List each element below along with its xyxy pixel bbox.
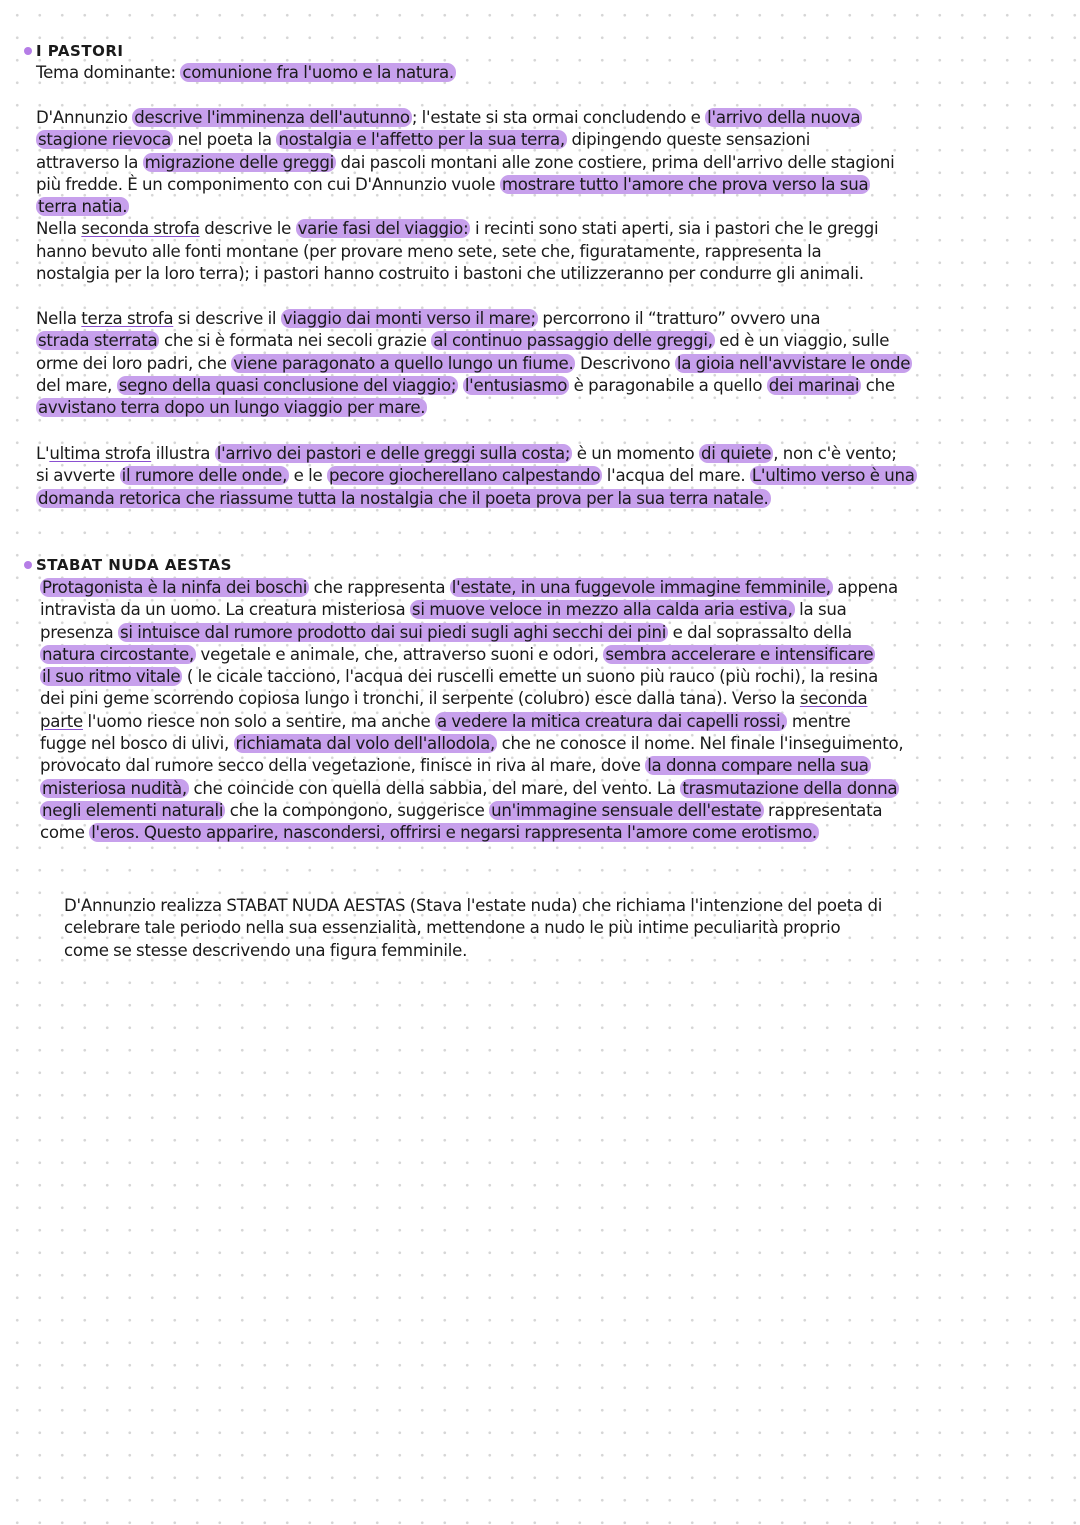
highlighted-text: l'arrivo della nuova [707,108,861,127]
highlighted-text: natura circostante, [42,644,195,664]
highlighted-text: avvistano terra dopo un lungo viaggio per mare. [38,398,426,418]
highlighted-text: descrive l'imminenza dell'autunno [134,108,410,127]
text-line [40,622,903,644]
highlighted-text: varie fasi del viaggio: [297,219,469,239]
text-segment: si avverte [36,466,120,486]
text-segment: è un momento [572,444,699,463]
text-segment: hanno bevuto alle fonti montane (per provare meno sete, sete che, figuratamente, rappresenta la [36,241,822,261]
text-line [36,218,895,240]
bullet-icon [24,47,32,55]
underlined-text: seconda strofa [81,219,200,239]
text-line [36,488,917,510]
underlined-text: terza strofa [81,309,174,328]
highlighted-text: pecore giocherellano calpestando [328,466,601,486]
stabat-paragraph-1 [40,577,903,845]
underlined-text: parte [40,711,83,731]
text-line [64,940,882,962]
text-line [36,107,895,129]
highlighted-text: l'arrivo dei pastori e delle greggi sulla costa; [216,444,571,463]
highlighted-text: misteriosa nudità, [42,778,187,798]
text-segment: più fredde. È un componimento con cui D'Annunzio vuole [36,174,500,194]
section-title-text: STABAT NUDA AESTAS [36,556,232,574]
text-segment: dipingendo queste sensazioni [566,130,811,150]
text-line [40,755,903,777]
highlighted-text: viaggio dai monti verso il mare; [282,309,536,328]
highlighted-text: mostrare tutto l'amore che prova verso la sua [501,174,869,194]
text-segment: presenza [40,622,118,642]
text-line [40,800,903,822]
text-segment: l'uomo riesce non solo a sentire, ma anche [83,711,435,731]
highlighted-text: nostalgia e l'affetto per la sua terra, [278,130,565,150]
text-segment: D'Annunzio [36,108,133,127]
theme-line [36,62,456,84]
text-segment: come se stesse descrivendo una figura femminile. [64,940,468,960]
text-line [40,577,903,599]
text-line [40,733,903,755]
section-title-stabat [24,556,232,574]
highlighted-text: la donna compare nella sua [647,756,869,776]
highlighted-text: a vedere la mitica creatura dai capelli rossi, [436,711,786,731]
highlighted-text: dei marinai [768,375,860,395]
text-segment: dei pini geme scorrendo copiosa lungo i tronchi, il serpente (colubro) esce dalla tana). Verso la [40,689,800,709]
text-segment: , non c'è vento; [773,444,897,463]
text-segment: ( le cicale tacciono, l'acqua dei ruscelli emette un suono più rauco (più rochi), la resina [182,667,879,687]
text-line [36,129,895,151]
text-segment: Nella [36,219,82,239]
highlighted-text: migrazione delle greggi [144,152,335,172]
pastori-paragraph-1 [36,107,895,285]
highlighted-text: strada sterrata [38,331,158,351]
text-line [64,917,882,939]
text-line [40,778,903,800]
text-segment: descrive le [199,219,296,239]
text-line [40,688,903,710]
text-segment: e le [289,466,327,486]
highlighted-text: trasmutazione della donna [682,778,898,798]
text-segment: che rappresenta [309,578,450,597]
text-segment: orme dei loro padri, che [36,353,232,373]
text-line [36,174,895,196]
underlined-text: ultima strofa [49,444,152,463]
highlighted-text: si muove veloce in mezzo alla calda aria estiva, [411,600,793,620]
text-segment: celebrare tale periodo nella sua essenzialità, mettendone a nudo le più intime peculiarità proprio [64,918,841,938]
text-line [36,263,895,285]
text-segment: percorrono il “tratturo” ovvero una [537,309,821,328]
text-segment: nostalgia per la loro terra); i pastori hanno costruito i bastoni che utilizzeranno per condurre gli animali. [36,264,864,284]
highlighted-text: il suo ritmo vitale [42,667,181,687]
highlighted-text: l'entusiasmo [464,375,568,395]
text-segment: che [861,375,895,395]
text-line [36,152,895,174]
text-segment: ; l'estate si sta ormai concludendo e [411,108,706,127]
text-line [40,822,903,844]
text-segment: appena [832,578,898,597]
highlighted-text: L'ultimo verso è una [751,466,915,486]
stabat-paragraph-2 [64,895,882,962]
text-segment: dai pascoli montani alle zone costiere, prima dell'arrivo delle stagioni [336,152,895,172]
text-line [36,308,912,330]
highlighted-text: l'estate, in una fuggevole immagine femminile, [451,578,831,597]
text-segment: Nella [36,309,82,328]
text-line [36,375,912,397]
text-line [40,666,903,688]
text-line [36,443,917,465]
text-segment: vegetale e animale, che, attraverso suoni e odori, [196,644,604,664]
highlighted-text: richiamata dal volo dell'allodola, [235,734,496,754]
section-title-pastori [24,42,123,60]
text-segment: che la compongono, suggerisce [225,800,490,820]
text-segment: ed è un viaggio, sulle [714,331,890,351]
text-segment: l'acqua del mare. [602,466,750,486]
text-segment: e dal soprassalto della [668,622,852,642]
text-segment: i recinti sono stati aperti, sia i pastori che le greggi [470,219,879,239]
highlighted-text: di quiete [700,444,772,463]
text-line [36,397,912,419]
text-segment: Descrivono [575,353,675,373]
theme-value: comunione fra l'uomo e la natura. [182,63,454,82]
section-title-text: I PASTORI [36,42,124,60]
highlighted-text: stagione rievoca [38,130,172,150]
text-segment: D'Annunzio realizza STABAT NUDA AESTAS (Stava l'estate nuda) che richiama l'intenzione del poeta di [64,896,883,915]
text-line [40,711,903,733]
text-segment: che ne conosce il nome. Nel finale l'inseguimento, [497,734,904,754]
highlighted-text: segno della quasi conclusione del viaggio; [118,375,457,395]
text-segment: intravista da un uomo. La creatura misteriosa [40,600,410,620]
underlined-text: seconda [799,689,868,709]
text-segment: è paragonabile a quello [569,375,767,395]
pastori-paragraph-3 [36,443,917,510]
text-segment: che si è formata nei secoli grazie [159,331,432,351]
text-segment: del mare, [36,375,117,395]
text-segment: mentre [787,711,851,731]
text-segment: come [40,823,90,843]
pastori-paragraph-2 [36,308,912,419]
text-segment: illustra [151,444,215,463]
highlighted-text: la gioia nell'avvistare le onde [676,353,911,373]
text-line [36,353,912,375]
highlighted-text: domanda retorica che riassume tutta la nostalgia che il poeta prova per la sua terra natale. [38,488,769,508]
text-line [40,599,903,621]
text-segment: si descrive il [173,309,281,328]
highlighted-text: l'eros. Questo apparire, nascondersi, offrirsi e negarsi rappresenta l'amore come erotismo. [91,823,817,843]
text-line [36,196,895,218]
bullet-icon [24,561,32,569]
text-line [36,330,912,352]
text-line [36,465,917,487]
highlighted-text: un'immagine sensuale dell'estate [491,800,762,820]
highlighted-text: si intuisce dal rumore prodotto dai sui piedi sugli aghi secchi dei pini [119,622,667,642]
highlighted-text: sembra accelerare e intensificare [605,644,874,664]
highlighted-text: Protagonista è la ninfa dei boschi [42,578,308,597]
highlighted-text: viene paragonato a quello lungo un fiume. [233,353,574,373]
text-segment: la sua [794,600,847,620]
text-segment: nel poeta la [173,130,277,150]
text-line [64,895,882,917]
text-segment: attraverso la [36,152,143,172]
highlighted-text: al continuo passaggio delle greggi, [433,331,713,351]
highlighted-text: negli elementi naturali [42,800,224,820]
text-segment: che coincide con quella della sabbia, del mare, del vento. La [188,778,681,798]
theme-label: Tema dominante: [36,63,176,82]
text-segment: provocato dal rumore secco della vegetazione, finisce in riva al mare, dove [40,756,646,776]
text-segment: fugge nel bosco di ulivi, [40,734,234,754]
text-segment: L' [36,444,50,463]
text-line [40,644,903,666]
highlighted-text: terra natia. [38,197,128,217]
text-segment: rappresentata [763,800,883,820]
highlighted-text: il rumore delle onde, [121,466,288,486]
text-line [36,241,895,263]
